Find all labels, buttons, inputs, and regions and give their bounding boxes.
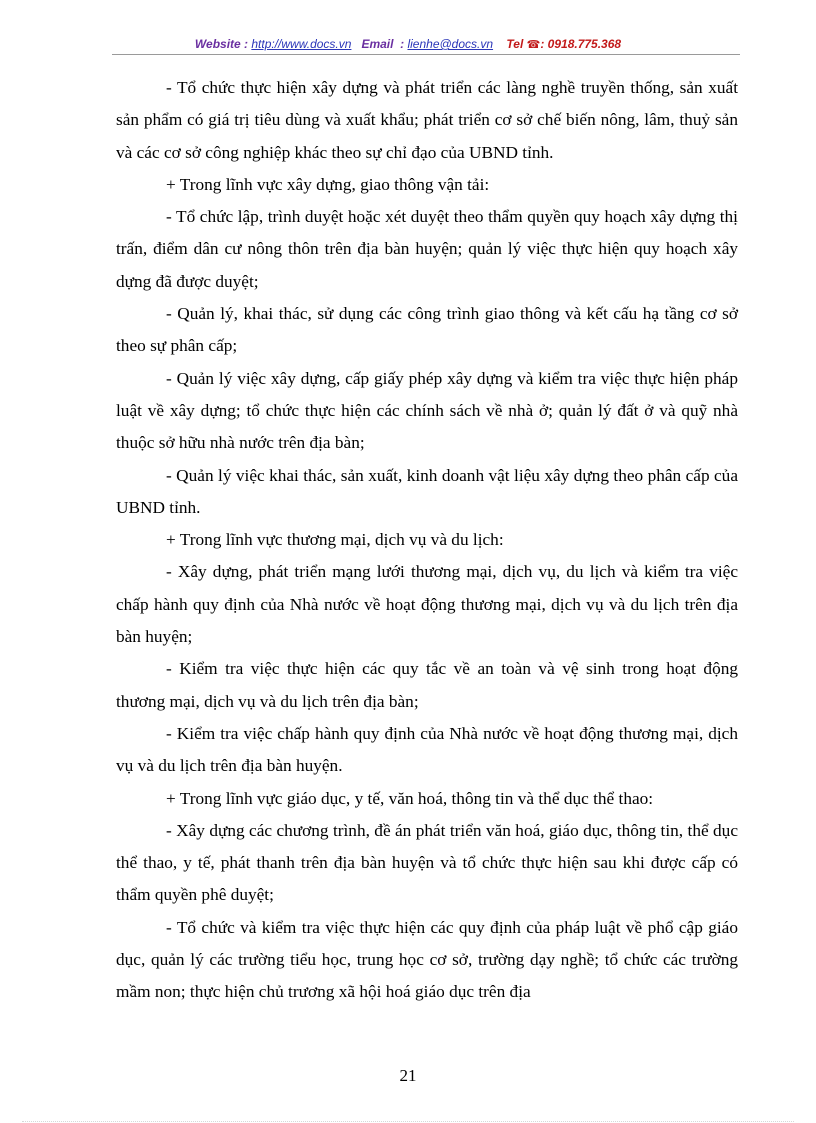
document-body: [116, 72, 738, 1009]
paragraph: - Tổ chức lập, trình duyệt hoặc xét duyệt theo thẩm quyền quy hoạch xây dựng thị trấn, điểm dân cư nông thôn trên địa bàn huyện; quản lý việc thực hiện quy hoạch xây dựng đã được duyệt;: [116, 207, 738, 291]
paragraph: - Xây dựng các chương trình, đề án phát triển văn hoá, giáo dục, thông tin, thể dục thể thao, y tế, phát thanh trên địa bàn huyện và tổ chức thực hiện sau khi được cấp có thẩm quyền phê duyệt;: [116, 820, 738, 905]
paragraph: + Trong lĩnh vực xây dựng, giao thông vận tải:: [166, 174, 490, 194]
page-header: [0, 36, 816, 53]
email-label: Email: [361, 37, 394, 51]
paragraph: - Tổ chức thực hiện xây dựng và phát triển các làng nghề truyền thống, sản xuất sản phẩm có giá trị tiêu dùng và xuất khẩu; phát triển cơ sở chế biến nông, lâm, thuỷ sản và các cơ sở công nghiệp khác theo sự chỉ đạo của UBND tỉnh.: [116, 78, 738, 162]
paragraph: + Trong lĩnh vực giáo dục, y tế, văn hoá, thông tin và thể dục thể thao:: [166, 788, 654, 808]
tel-number: : 0918.775.368: [540, 37, 622, 51]
email-separator: :: [400, 37, 405, 51]
tel-label: Tel: [506, 37, 524, 51]
paragraph: - Quản lý việc xây dựng, cấp giấy phép xây dựng và kiểm tra việc thực hiện pháp luật về xây dựng; tổ chức thực hiện các chính sách về nhà ở; quản lý đất ở và quỹ nhà thuộc sở hữu nhà nước trên địa bàn;: [116, 368, 738, 453]
paragraph: - Kiểm tra việc chấp hành quy định của Nhà nước về hoạt động thương mại, dịch vụ và du lịch trên địa bàn huyện.: [116, 723, 738, 776]
phone-icon: ☎: [526, 39, 541, 51]
paragraph: + Trong lĩnh vực thương mại, dịch vụ và du lịch:: [166, 530, 504, 550]
paragraph: - Xây dựng, phát triển mạng lưới thương mại, dịch vụ, du lịch và kiểm tra việc chấp hành quy định của Nhà nước về hoạt động thương mại, dịch vụ và du lịch trên địa bàn huyện;: [116, 562, 738, 647]
paragraph: - Kiểm tra việc thực hiện các quy tắc về an toàn và vệ sinh trong hoạt động thương mại, dịch vụ và du lịch trên địa bàn;: [116, 659, 738, 711]
paragraph: - Quản lý việc khai thác, sản xuất, kinh doanh vật liệu xây dựng theo phân cấp của UBND tỉnh.: [116, 465, 738, 517]
page-number: 21: [399, 1066, 417, 1085]
header-divider: [112, 54, 740, 55]
paragraph: - Quản lý, khai thác, sử dụng các công trình giao thông và kết cấu hạ tầng cơ sở theo sự phân cấp;: [116, 304, 738, 356]
website-link[interactable]: http://www.docs.vn: [251, 37, 352, 51]
website-label: Website :: [194, 37, 249, 51]
email-link[interactable]: lienhe@docs.vn: [407, 37, 494, 51]
paragraph: - Tổ chức và kiểm tra việc thực hiện các quy định của pháp luật về phổ cập giáo dục, quản lý các trường tiểu học, trung học cơ sở, trường dạy nghề; tổ chức các trường mầm non; thực hiện chủ trương xã hội hoá giáo dục trên địa: [116, 917, 738, 1002]
page-bottom-divider: [22, 1121, 794, 1122]
